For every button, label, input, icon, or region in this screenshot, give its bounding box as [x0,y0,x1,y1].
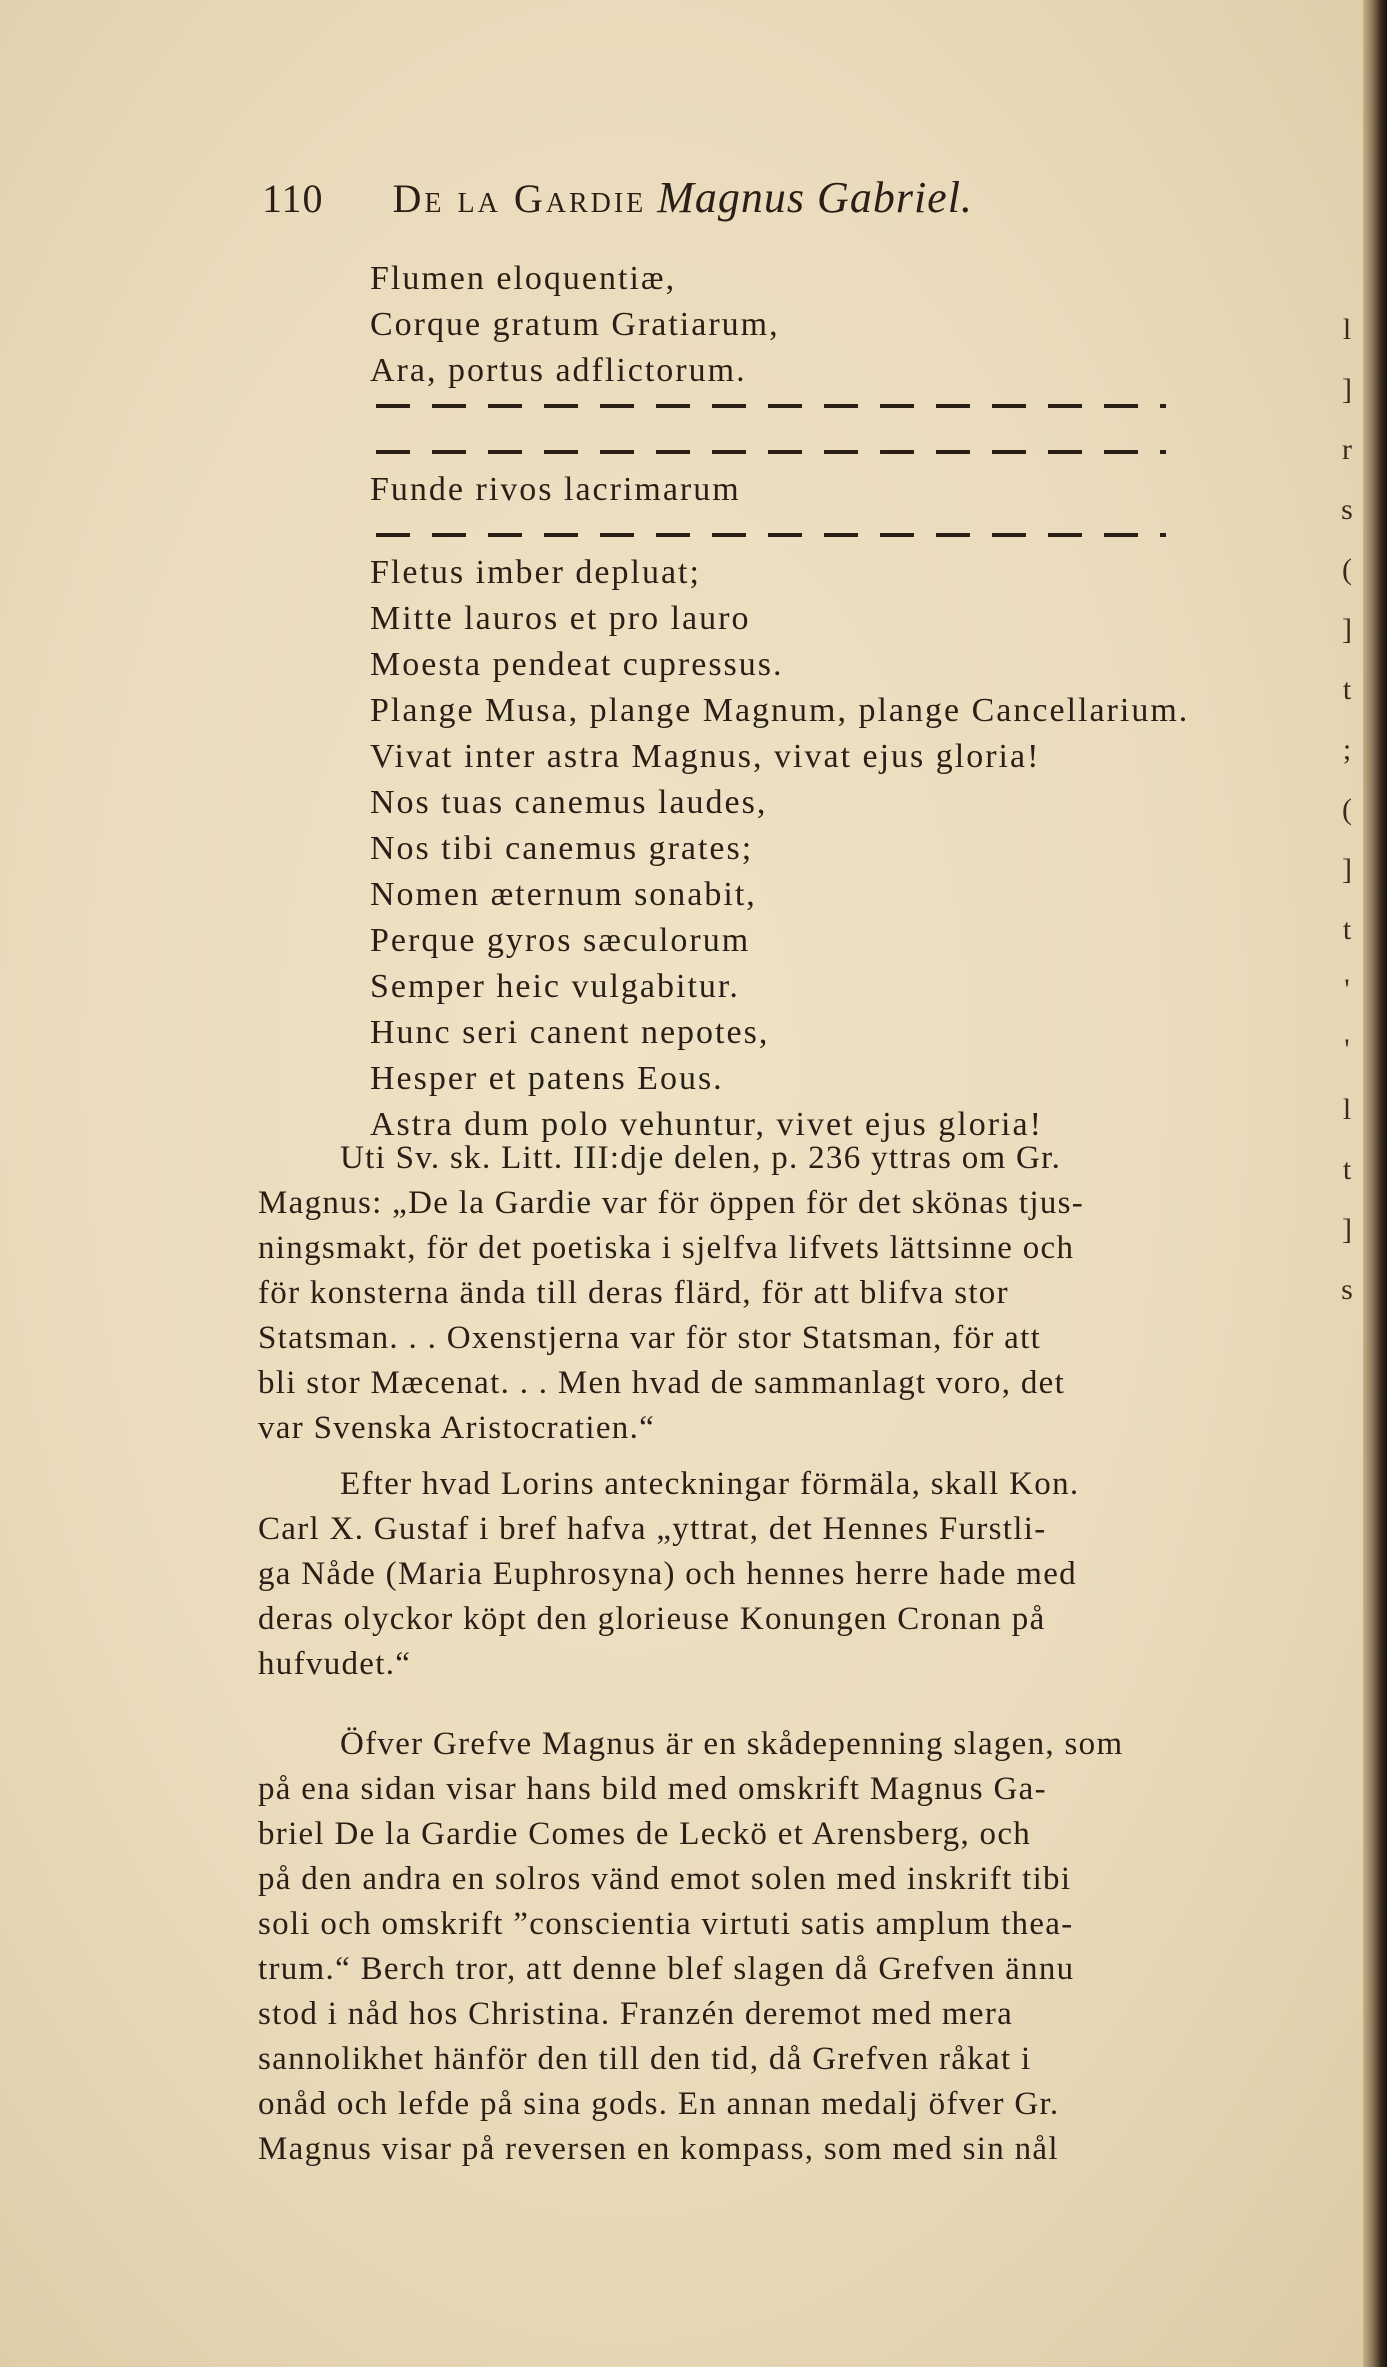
edge-mark: ] [1342,613,1352,646]
text-line: var Svenska Aristocratien.“ [258,1410,656,1446]
poem-line: Plange Musa, plange Magnum, plange Cancellarium. [370,692,1190,729]
poem-line: Vivat inter astra Magnus, vivat ejus gloria! [370,738,1041,775]
text-line: Öfver Grefve Magnus är en skådepenning slagen, som [340,1726,1124,1762]
text-line: stod i nåd hos Christina. Franzén deremot med mera [258,1996,1014,2032]
edge-mark: l [1342,313,1352,346]
text-line: Efter hvad Lorins anteckningar förmäla, skall Kon. [340,1466,1080,1502]
edge-mark: r [1342,433,1352,466]
page-number: 110 [262,176,324,221]
poem-line: Mitte lauros et pro lauro [370,600,751,637]
text-line: bli stor Mæcenat. . . Men hvad de sammanlagt voro, det [258,1365,1066,1401]
edge-mark: l [1342,1093,1352,1126]
dash-rule [376,533,1166,537]
text-line: soli och omskrift ”conscientia virtuti satis amplum thea- [258,1906,1074,1942]
text-line: Carl X. Gustaf i bref hafva „yttrat, det Hennes Furstli- [258,1511,1047,1547]
running-head-family: De la Gardie [392,176,647,221]
poem-line: Moesta pendeat cupressus. [370,646,784,683]
text-line: ningsmakt, för det poetiska i sjelfva lifvets lättsinne och [258,1230,1075,1266]
edge-mark: ( [1342,793,1352,826]
edge-mark: ] [1342,853,1352,886]
text-line: Uti Sv. sk. Litt. III:dje delen, p. 236 yttras om Gr. [340,1140,1062,1176]
edge-mark: s [1341,1273,1353,1306]
edge-mark: ( [1342,553,1352,586]
edge-mark: ; [1342,733,1352,766]
poem-line: Hunc seri canent nepotes, [370,1014,770,1051]
text-line: deras olyckor köpt den glorieuse Konungen Cronan på [258,1601,1046,1637]
text-line: onåd och lefde på sina gods. En annan medalj öfver Gr. [258,2086,1060,2122]
poem-stanza-3 [370,550,1189,1148]
paragraph-literature-quote [258,1136,1310,1451]
poem-line: Semper heic vulgabitur. [370,968,740,1005]
edge-mark: ] [1342,1213,1352,1246]
text-line: Magnus: „De la Gardie var för öppen för det skönas tjus- [258,1185,1085,1221]
poem-line: Ara, portus adflictorum. [370,352,747,389]
running-header [262,172,1162,223]
text-line: för konsterna ända till deras flärd, för att blifva stor [258,1275,1009,1311]
text-line: Magnus visar på reversen en kompass, som med sin nål [258,2131,1059,2167]
edge-mark: ' [1344,973,1350,1006]
text-line: hufvudet.“ [258,1646,412,1682]
paragraph-lorins-notes [258,1462,1310,1687]
text-line: på den andra en solros vänd emot solen med inskrift tibi [258,1861,1072,1897]
edge-mark: ] [1342,373,1352,406]
poem-line: Nomen æternum sonabit, [370,876,757,913]
edge-mark: s [1341,493,1353,526]
poem-line: Fletus imber depluat; [370,554,701,591]
edge-mark: ' [1344,1033,1350,1066]
book-gutter-shadow [1363,0,1387,2367]
paragraph-medal [258,1722,1310,2172]
edge-mark: t [1342,1153,1352,1186]
text-line: briel De la Gardie Comes de Leckö et Arensberg, och [258,1816,1032,1852]
poem-line: Perque gyros sæculorum [370,922,751,959]
poem-line: Astra dum polo vehuntur, vivet ejus gloria! [370,1106,1043,1143]
running-head-name: Magnus Gabriel. [657,173,973,222]
text-line: sannolikhet hänför den till den tid, då Grefven råkat i [258,2041,1032,2077]
poem-line: Funde rivos lacrimarum [370,471,741,508]
poem-line: Nos tibi canemus grates; [370,830,754,867]
text-line: på ena sidan visar hans bild med omskrift Magnus Ga- [258,1771,1047,1807]
poem-line: Corque gratum Gratiarum, [370,306,780,343]
facing-page-bleed-through [1333,300,1361,1320]
edge-mark: t [1342,673,1352,706]
poem-line: Flumen eloquentiæ, [370,260,677,297]
text-line: ga Nåde (Maria Euphrosyna) och hennes herre hade med [258,1556,1077,1592]
text-line: trum.“ Berch tror, att denne blef slagen då Grefven ännu [258,1951,1075,1987]
poem-line: Nos tuas canemus laudes, [370,784,768,821]
text-line: Statsman. . . Oxenstjerna var för stor Statsman, för att [258,1320,1042,1356]
poem-stanza-1 [370,256,780,394]
edge-mark: t [1342,913,1352,946]
dash-rule [376,450,1166,454]
poem-stanza-2 [370,467,741,513]
dash-rule [376,404,1166,408]
poem-line: Hesper et patens Eous. [370,1060,724,1097]
